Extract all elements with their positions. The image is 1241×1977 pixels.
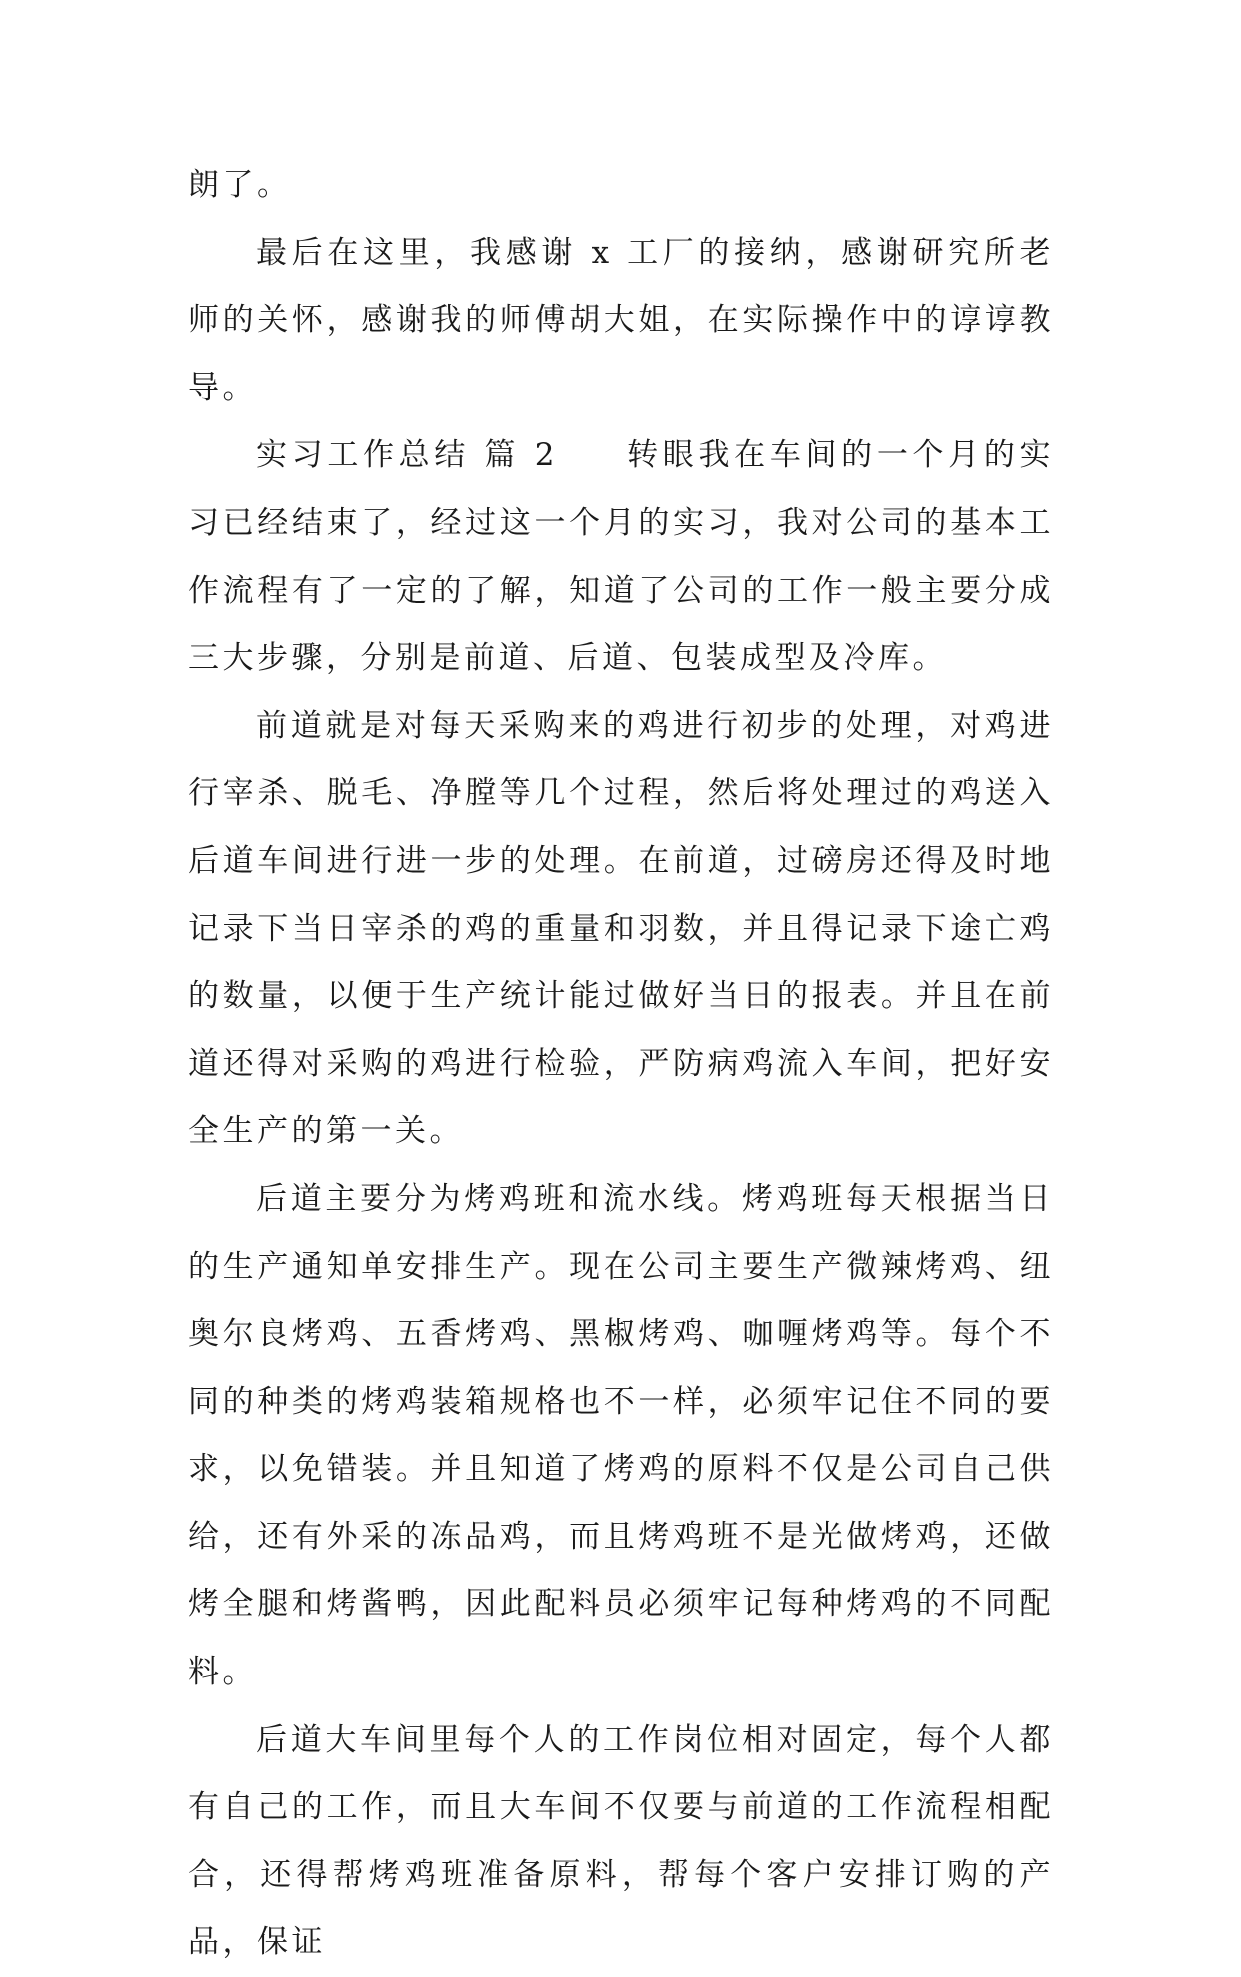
paragraph-section-2	[188, 422, 1054, 692]
document-body	[188, 152, 1054, 1977]
paragraph-thanks: 最后在这里，我感谢 x 工厂的接纳，感谢研究所老师的关怀，感谢我的师傅胡大姐，在实际操作中的谆谆教导。	[188, 234, 1054, 406]
paragraph-back-process: 后道主要分为烤鸡班和流水线。烤鸡班每天根据当日的生产通知单安排生产。现在公司主要生产微辣烤鸡、纽奥尔良烤鸡、五香烤鸡、黑椒烤鸡、咖喱烤鸡等。每个不同的种类的烤鸡装箱规格也不一样，必须牢记住不同的要求，以免错装。并且知道了烤鸡的原料不仅是公司自己供给，还有外采的冻品鸡，而且烤鸡班不是光做烤鸡，还做烤全腿和烤酱鸭，因此配料员必须牢记每种烤鸡的不同配料。	[188, 1180, 1054, 1691]
paragraph-continuation: 朗了。	[188, 167, 292, 203]
paragraph-workshop: 后道大车间里每个人的工作岗位相对固定，每个人都有自己的工作，而且大车间不仅要与前道的工作流程相配合，还得帮烤鸡班准备原料，帮每个客户安排订购的产品，保证	[188, 1721, 1054, 1961]
section-heading: 实习工作总结 篇 2	[256, 437, 558, 474]
section-2-text: 转眼我在车间的一个月的实习已经结束了，经过这一个月的实习，我对公司的基本工作流程有了一定的了解，知道了公司的工作一般主要分成三大步骤，分别是前道、后道、包装成型及冷库。	[188, 437, 1055, 677]
paragraph-front-process: 前道就是对每天采购来的鸡进行初步的处理，对鸡进行宰杀、脱毛、净膛等几个过程，然后将处理过的鸡送入后道车间进行进一步的处理。在前道，过磅房还得及时地记录下当日宰杀的鸡的重量和羽数，并且得记录下途亡鸡的数量，以便于生产统计能过做好当日的报表。并且在前道还得对采购的鸡进行检验，严防病鸡流入车间，把好安全生产的第一关。	[188, 707, 1054, 1150]
